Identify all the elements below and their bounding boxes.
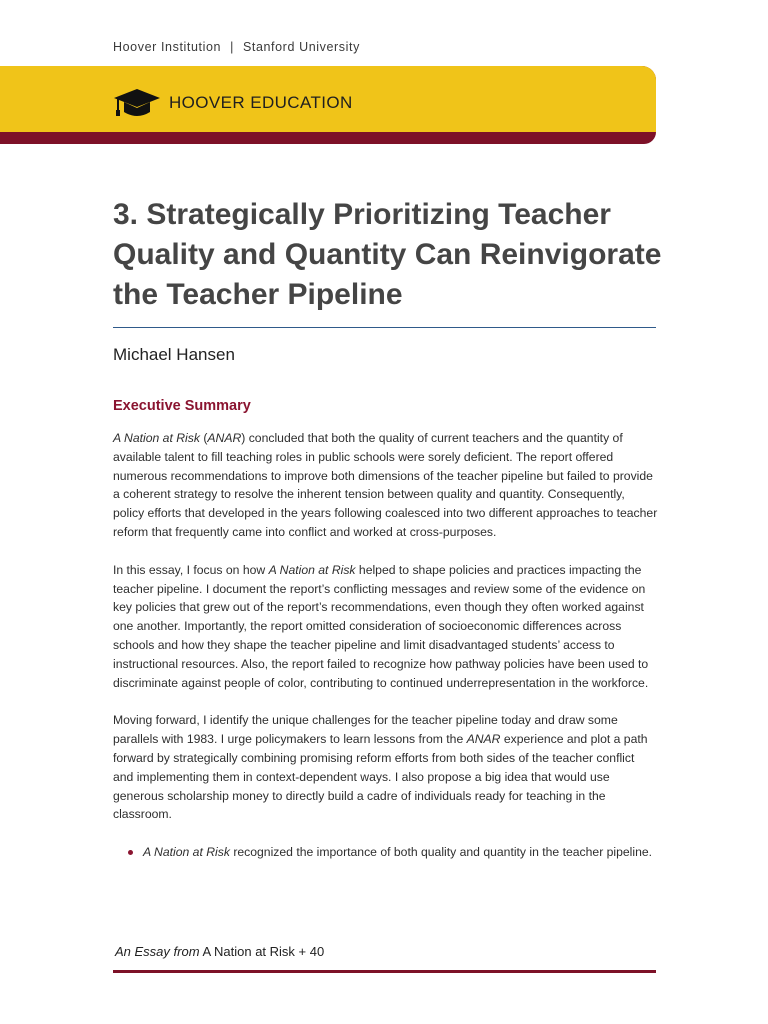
paragraph-3: Moving forward, I identify the unique challenges for the teacher pipeline today and draw some parallels with 1983. I urge policymakers to learn lessons from the ANAR experience and plot a path forward by strategically combining promising reform efforts from both sides of the teacher conflict and implementing them in context-dependent ways. I also propose a big idea that would use generous scholarship money to directly build a cadre of individuals ready for teaching in the classroom.	[113, 713, 648, 822]
institution-name: Hoover Institution	[113, 40, 222, 54]
article-title: 3. Strategically Prioritizing Teacher Quality and Quantity Can Reinvigorate the Teacher Pipeline	[113, 198, 662, 311]
title-divider	[113, 327, 656, 328]
italic-title: A Nation at Risk	[113, 431, 200, 445]
banner-yellow-band	[0, 66, 656, 132]
key-points-list	[113, 843, 658, 862]
separator: |	[230, 40, 234, 54]
university-name: Stanford University	[242, 40, 360, 54]
list-item: A Nation at Risk recognized the importance of both quality and quantity in the teacher pipeline.	[143, 843, 658, 862]
footer-divider	[113, 970, 656, 973]
hoover-education-banner	[0, 66, 656, 144]
bullet-icon	[128, 850, 133, 855]
italic-acronym: ANAR	[207, 431, 242, 445]
paragraph-2: In this essay, I focus on how A Nation at Risk helped to shape policies and practices impacting the teacher pipeline. I document the report’s conflicting messages and review some of the evidence on key policies that grew out of the report’s recommendations, even though they often worked against one another. Importantly, the report omitted consideration of socioeconomic differences across schools and how they shape the teacher pipeline and limit disadvantaged students’ access to instructional resources. Also, the report failed to recognize how pathway policies have been used to discriminate against people of color, contributing to continued underrepresentation in the workforce.	[113, 562, 649, 690]
paragraph-1: A Nation at Risk (ANAR) concluded that both the quality of current teachers and the quantity of available talent to fill teaching roles in public schools were sorely deficient. The report offered numerous recommendations to improve both dimensions of the teacher pipeline but failed to provide a coherent strategy to resolve the inherent tension between quality and quantity. Consequently, policy efforts that developed in the years following coalesced into two different approaches to teacher reform that frequently came into conflict and worked at cross-purposes.	[113, 431, 658, 539]
section-heading: Executive Summary	[113, 398, 251, 414]
italic-title: A Nation at Risk	[268, 562, 356, 577]
article-body	[113, 429, 658, 862]
footer-series: A Nation at Risk + 40	[202, 944, 325, 959]
italic-acronym: ANAR	[466, 732, 501, 747]
author-name: Michael Hansen	[113, 345, 235, 364]
graduation-cap-icon	[112, 87, 162, 124]
footer-prefix: An Essay from	[115, 944, 200, 959]
page-footer	[115, 944, 324, 959]
top-affiliation-line	[113, 40, 360, 54]
banner-title: HOOVER EDUCATION	[169, 93, 353, 112]
